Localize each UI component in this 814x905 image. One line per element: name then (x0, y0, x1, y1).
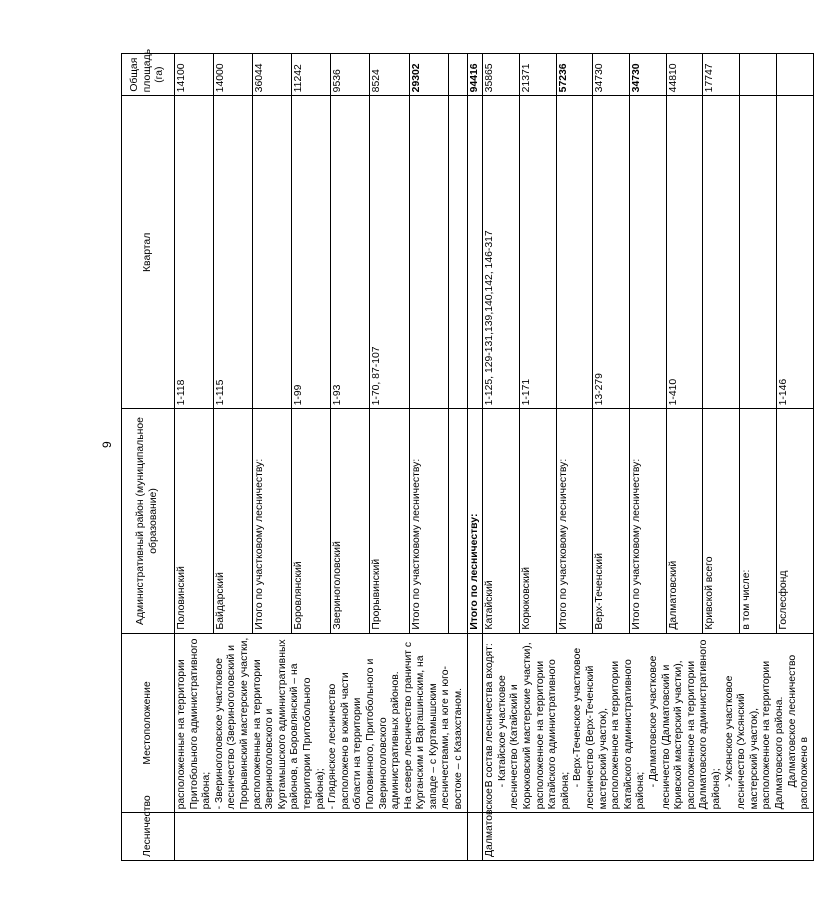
area-cell: 9536 (331, 54, 370, 96)
area-cell: 8524 (370, 54, 409, 96)
area-cell: 11242 (292, 54, 331, 96)
district-cell: Итого по участковому лесничеству: (630, 409, 667, 633)
quarter-cell: 1-146 (776, 96, 813, 409)
district-cell: Гослесфонд (776, 409, 813, 633)
district-cell: Итого по участковому лесничеству: (409, 409, 448, 633)
table-row (175, 54, 214, 861)
forestry-table (121, 48, 814, 861)
district-cell: Звериноголовский (331, 409, 370, 633)
area-cell: 44810 (666, 54, 703, 96)
area-cell: 17747 (703, 54, 740, 96)
total-label: Итого по лесничеству: (467, 409, 483, 633)
quarter-cell: 1-99 (292, 96, 331, 409)
district-cell: Корюковский (519, 409, 556, 633)
header-district: Административный район (муниципальное образование) (122, 409, 175, 633)
district-cell: Итого по участковому лесничеству: (253, 409, 292, 633)
header-location: Местоположение (122, 633, 175, 813)
area-cell: 34730 (630, 54, 667, 96)
quarter-cell: 1-115 (214, 96, 253, 409)
district-cell: в том числе: (740, 409, 777, 633)
page-number: 9 (100, 441, 114, 448)
quarter-cell: 1-410 (666, 96, 703, 409)
district-cell: Боровлянский (292, 409, 331, 633)
table-row (483, 54, 520, 861)
area-cell (740, 54, 777, 96)
quarter-cell: 1-125, 129-131,139,140,142, 146-317 (483, 96, 520, 409)
district-cell: Кривской всего (703, 409, 740, 633)
area-cell (776, 54, 813, 96)
area-cell: 29302 (409, 54, 448, 96)
rotated-table-container (121, 48, 811, 861)
area-cell: 35865 (483, 54, 520, 96)
district-cell: Далматовский (666, 409, 703, 633)
quarter-cell: 1-118 (175, 96, 214, 409)
quarter-cell (253, 96, 292, 409)
location-description: расположенные на территории Притобольного административного района; - Звериноголовское участковое лесничество (Звериноголовский и Прорывинский мастерские участки, расположенные на территории Звериноголовского и Куртамышского административных районов, а Боровлянский – на территории Притобольного района); - Глядянское лесничество расположено в южной части области на территории Половинного, Притобольного и Звериноголовского административных районов. На севере лесничество граничит с Курганским и Варгашинским, на западе – с Куртамышским лесничествами, на юге и юго-востоке – с Казахстаном. (175, 633, 468, 813)
quarter-cell (556, 96, 593, 409)
area-cell: 57236 (556, 54, 593, 96)
area-cell: 34730 (593, 54, 630, 96)
forestry-cell (175, 813, 468, 861)
header-area: Общая площадь (га) (122, 54, 175, 96)
header-forestry: Лесничество (122, 813, 175, 861)
total-area: 94416 (467, 54, 483, 96)
district-cell: Прорывинский (370, 409, 409, 633)
total-row (467, 54, 483, 861)
area-cell: 14000 (214, 54, 253, 96)
area-cell: 14100 (175, 54, 214, 96)
quarter-cell (630, 96, 667, 409)
quarter-cell: 13-279 (593, 96, 630, 409)
district-cell: Байдарский (214, 409, 253, 633)
quarter-cell (703, 96, 740, 409)
forestry-name: Далматовское (483, 813, 813, 861)
district-cell: Половинский (175, 409, 214, 633)
header-quarter: Квартал (122, 96, 175, 409)
header-row (122, 54, 175, 861)
quarter-cell: 1-171 (519, 96, 556, 409)
quarter-cell (740, 96, 777, 409)
area-cell: 36044 (253, 54, 292, 96)
district-cell: Верх-Теченский (593, 409, 630, 633)
district-cell: Итого по участковому лесничеству: (556, 409, 593, 633)
quarter-cell: 1-70, 87-107 (370, 96, 409, 409)
area-cell: 21371 (519, 54, 556, 96)
district-cell: Катайский (483, 409, 520, 633)
quarter-cell (409, 96, 448, 409)
location-description: В состав лесничества входят: - Катайское участковое лесничество (Катайский и Корюковский мастерские участки), расположенное на территории Катайского административного района; - Верх-Теченское участковое лесничество (Верх-Теченский мастерский участок), расположенное на территории Катайского административного района; - Далматовское участковое лесничество (Далматовский и Кривской мастерский участки), расположенное на территории Далматовского административного района); - Уксянское участковое лесничество (Уксянский мастерский участок), расположенное на территории Далматовского района. Далматовское лесничество расположено в (483, 633, 813, 813)
quarter-cell: 1-93 (331, 96, 370, 409)
